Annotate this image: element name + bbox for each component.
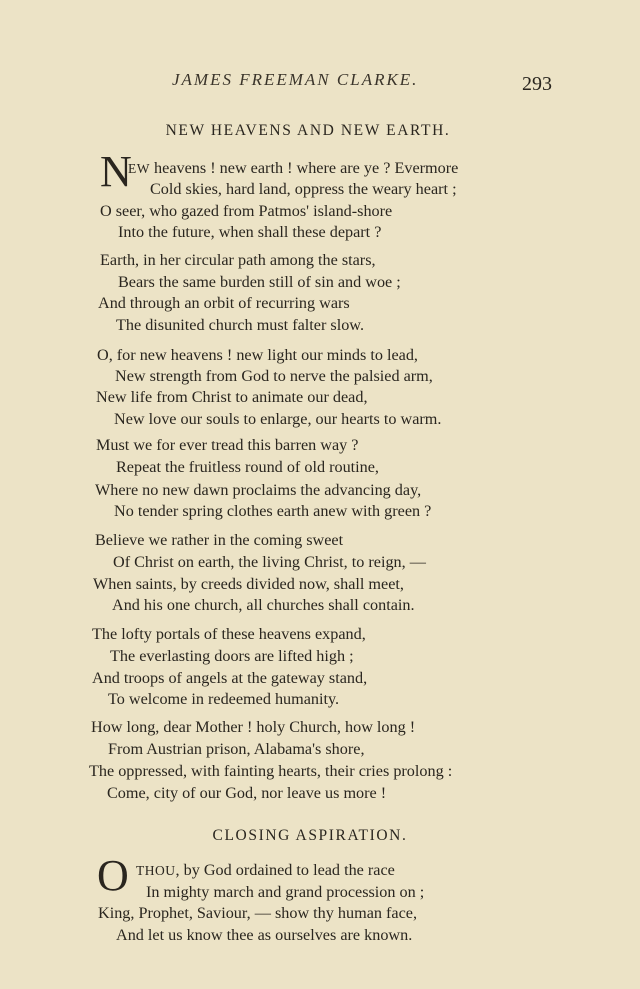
poem-line: The oppressed, with fainting hearts, their cries prolong : (89, 762, 453, 780)
poem-line: King, Prophet, Saviour, — show thy human face, (98, 904, 418, 922)
poem-line: In mighty march and grand procession on ; (146, 883, 425, 901)
poem-line (136, 860, 395, 881)
poem-line: Come, city of our God, nor leave us more ! (107, 784, 387, 802)
poem-line: Believe we rather in the coming sweet (95, 531, 344, 549)
poem-line: And let us know thee as ourselves are known. (116, 926, 413, 944)
poem-line: Cold skies, hard land, oppress the weary heart ; (150, 180, 457, 198)
line-text: heavens ! new earth ! where are ye ? Evermore (150, 159, 459, 177)
poem-line: How long, dear Mother ! holy Church, how long ! (91, 718, 416, 736)
poem-line: Bears the same burden still of sin and woe ; (118, 273, 401, 291)
poem-line: Into the future, when shall these depart ? (118, 223, 382, 241)
poem-line: The disunited church must falter slow. (116, 316, 364, 334)
poem-line: New love our souls to enlarge, our hearts to warm. (114, 410, 442, 428)
poem-line: The everlasting doors are lifted high ; (110, 647, 354, 665)
poem-line: Of Christ on earth, the living Christ, to reign, — (113, 553, 426, 571)
drop-cap: O (97, 851, 129, 900)
poem-line: And his one church, all churches shall contain. (112, 596, 415, 614)
poem-line: Where no new dawn proclaims the advancing day, (95, 481, 422, 499)
running-head: JAMES FREEMAN CLARKE. (172, 70, 419, 89)
poem-line: O seer, who gazed from Patmos' island-shore (100, 202, 393, 220)
poem-line: O, for new heavens ! new light our minds to lead, (97, 346, 418, 364)
page-number: 293 (522, 73, 552, 95)
poem-line: From Austrian prison, Alabama's shore, (108, 740, 365, 758)
poem-line: New life from Christ to animate our dead, (96, 388, 368, 406)
small-caps-word: EW (128, 161, 150, 176)
poem-line: To welcome in redeemed humanity. (108, 690, 340, 708)
poem-line: No tender spring clothes earth anew with green ? (114, 502, 432, 520)
line-text: , by God ordained to lead the race (175, 861, 395, 879)
poem-line: Must we for ever tread this barren way ? (96, 436, 359, 454)
poem-line: And through an orbit of recurring wars (98, 294, 350, 312)
poem-line (128, 158, 458, 179)
poem-line: The lofty portals of these heavens expand, (92, 625, 366, 643)
poem-line: Earth, in her circular path among the stars, (100, 251, 376, 269)
poem-line: When saints, by creeds divided now, shall meet, (93, 575, 404, 593)
poem-line: And troops of angels at the gateway stand, (92, 669, 368, 687)
drop-cap: N (100, 147, 132, 196)
poem-line: New strength from God to nerve the palsied arm, (115, 367, 433, 385)
poem-title: NEW HEAVENS AND NEW EARTH. (165, 122, 451, 139)
small-caps-word: THOU (136, 863, 176, 878)
poem-title: CLOSING ASPIRATION. (212, 827, 408, 844)
poem-line: Repeat the fruitless round of old routine, (116, 458, 379, 476)
